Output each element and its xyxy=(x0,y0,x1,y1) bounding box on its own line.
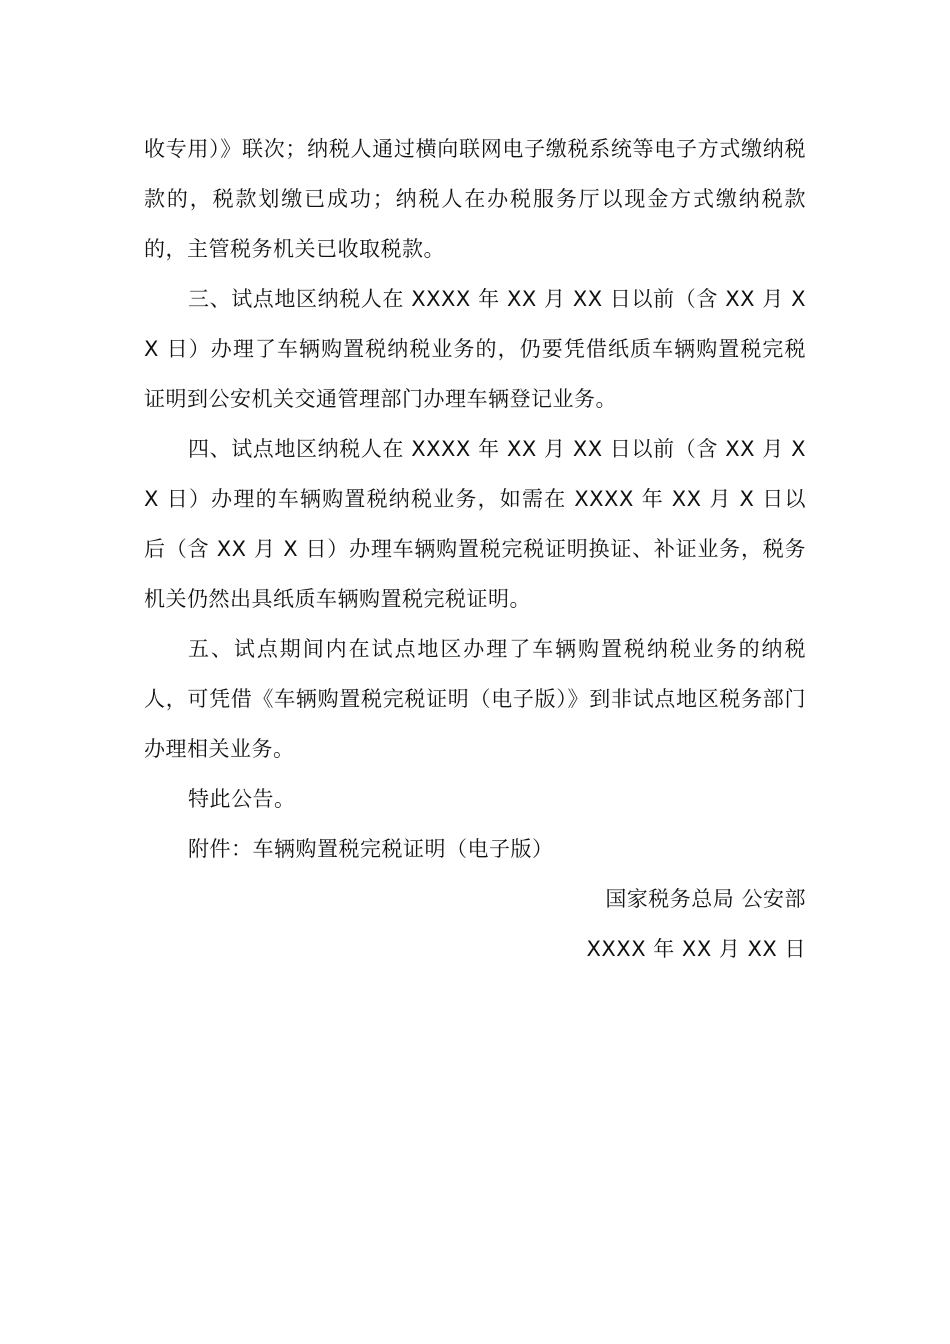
paragraph-continuation: 收专用）》联次；纳税人通过横向联网电子缴税系统等电子方式缴纳税款的，税款划缴已成功；纳税人在办税服务厅以现金方式缴纳税款的，主管税务机关已收取税款。 xyxy=(144,137,806,261)
paragraph-item-5: 五、试点期间内在试点地区办理了车辆购置税纳税业务的纳税人，可凭借《车辆购置税完税证明（电子版）》到非试点地区税务部门办理相关业务。 xyxy=(144,637,806,761)
attachment-line: 附件：车辆购置税完税证明（电子版） xyxy=(188,837,554,861)
paragraph-item-4: 四、试点地区纳税人在 XXXX 年 XX 月 XX 日以前（含 XX 月 XX 日）办理的车辆购置税纳税业务，如需在 XXXX 年 XX 月 X 日以后（含 XX 月 X 日）办理车辆购置税完税证明换证、补证业务，税务机关仍然出具纸质车辆购置税完税证明。 xyxy=(144,437,806,611)
signature-block xyxy=(144,874,806,974)
closing-statement: 特此公告。 xyxy=(188,787,296,811)
issue-date: XXXX 年 XX 月 XX 日 xyxy=(586,937,806,961)
issuing-authorities: 国家税务总局 公安部 xyxy=(605,887,806,911)
document-page xyxy=(144,124,806,974)
paragraph-item-3: 三、试点地区纳税人在 XXXX 年 XX 月 XX 日以前（含 XX 月 XX 日）办理了车辆购置税纳税业务的，仍要凭借纸质车辆购置税完税证明到公安机关交通管理部门办理车辆登记业务。 xyxy=(144,287,806,411)
